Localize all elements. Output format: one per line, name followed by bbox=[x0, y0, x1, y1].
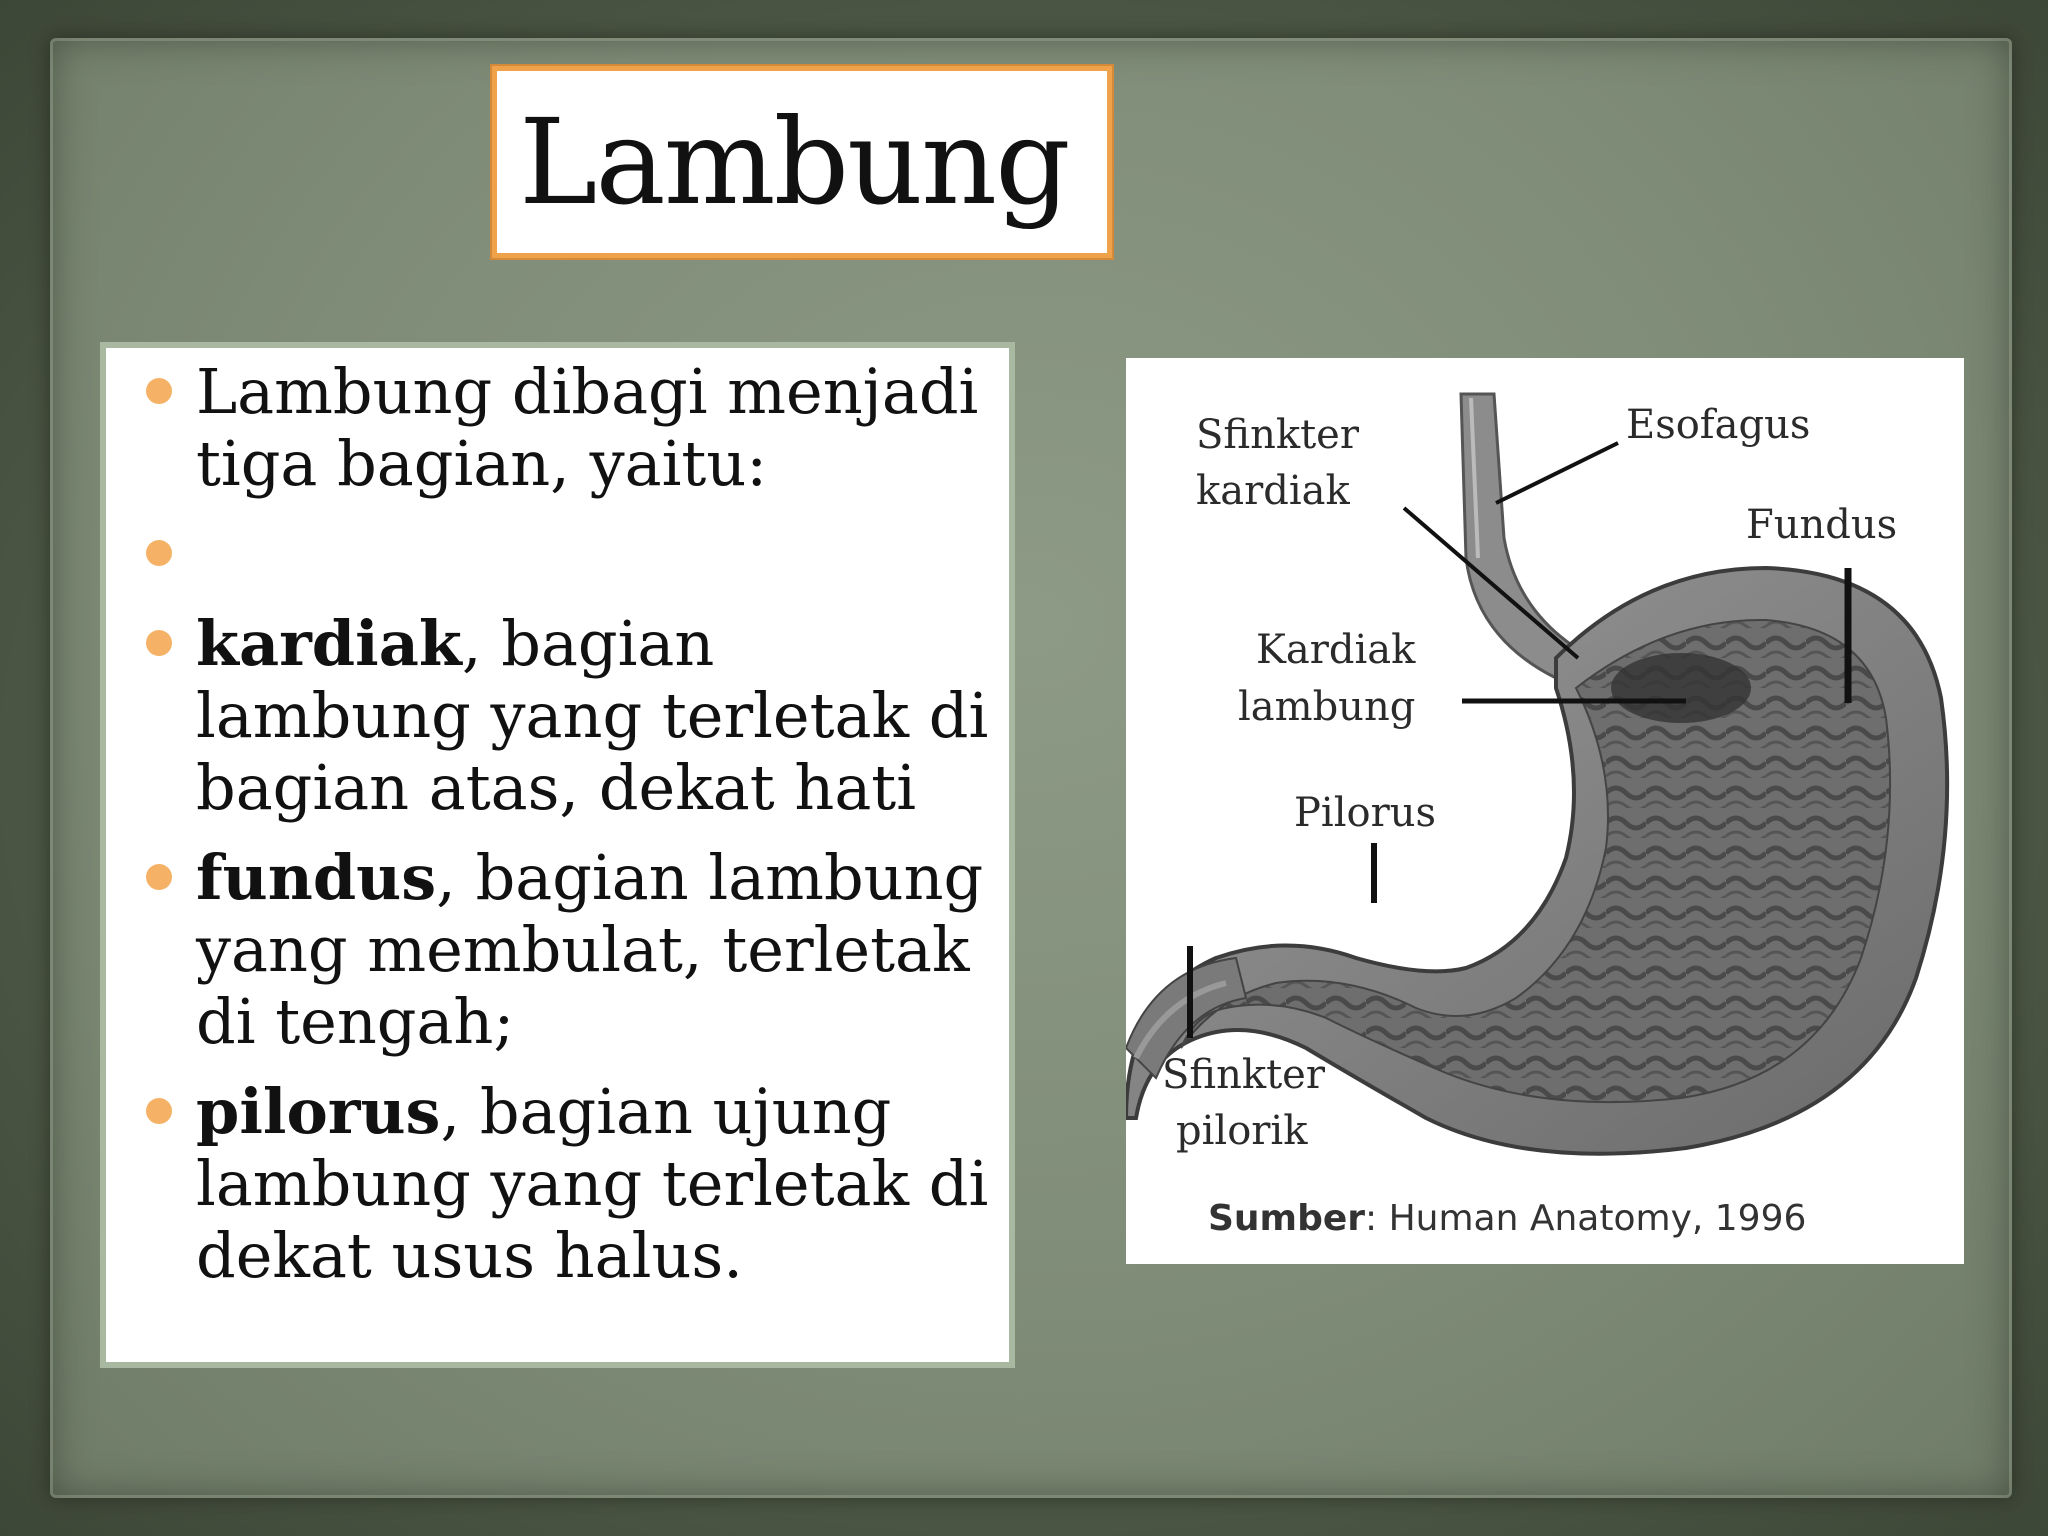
label-sfinkter-pilorik-1: Sfinkter bbox=[1162, 1052, 1325, 1098]
bullet-intro-text: Lambung dibagi menjadi tiga bagian, yaitu: bbox=[196, 355, 979, 500]
bullet-list bbox=[146, 356, 989, 1292]
bullet-fundus bbox=[146, 842, 989, 1058]
title-box bbox=[492, 66, 1112, 258]
bullet-dot bbox=[146, 630, 172, 656]
stomach-illustration bbox=[1126, 358, 1964, 1264]
label-fundus: Fundus bbox=[1746, 502, 1898, 548]
term-kardiak: kardiak bbox=[196, 607, 462, 680]
figure-source bbox=[1208, 1198, 1806, 1239]
bullet-pilorus bbox=[146, 1076, 989, 1292]
bullet-intro bbox=[146, 356, 989, 500]
bullet-dot bbox=[146, 1098, 172, 1124]
source-label: Sumber bbox=[1208, 1198, 1366, 1239]
bullet-kardiak bbox=[146, 608, 989, 824]
bullet-dot bbox=[146, 540, 172, 566]
bullet-kardiak-text: , bagian lambung yang terletak di bagian atas, dekat hati bbox=[196, 607, 989, 824]
source-text: : Human Anatomy, 1996 bbox=[1365, 1198, 1807, 1239]
label-sfinkter-kardiak-1: Sfinkter bbox=[1196, 412, 1359, 458]
cardiac-region bbox=[1611, 653, 1751, 723]
bullet-dot bbox=[146, 378, 172, 404]
term-pilorus: pilorus bbox=[196, 1075, 441, 1148]
text-panel bbox=[100, 342, 1015, 1368]
label-sfinkter-pilorik-2: pilorik bbox=[1176, 1108, 1308, 1154]
leader-esofagus bbox=[1496, 443, 1618, 503]
esophagus-shape bbox=[1461, 394, 1596, 678]
label-esofagus: Esofagus bbox=[1626, 402, 1811, 448]
label-kardiak-lambung-2: lambung bbox=[1238, 684, 1416, 730]
term-fundus: fundus bbox=[196, 841, 437, 914]
stomach-diagram bbox=[1126, 358, 1964, 1264]
bullet-fundus-text: , bagian lambung yang membulat, terletak di tengah; bbox=[196, 841, 984, 1058]
bullet-pilorus-text: , bagian ujung lambung yang terletak di dekat usus halus. bbox=[196, 1075, 989, 1292]
bullet-dot bbox=[146, 864, 172, 890]
label-kardiak-lambung-1: Kardiak bbox=[1256, 627, 1416, 673]
slide-title: Lambung bbox=[519, 93, 1069, 231]
label-pilorus: Pilorus bbox=[1294, 790, 1436, 836]
label-sfinkter-kardiak-2: kardiak bbox=[1196, 468, 1350, 514]
bullet-empty bbox=[146, 518, 989, 590]
